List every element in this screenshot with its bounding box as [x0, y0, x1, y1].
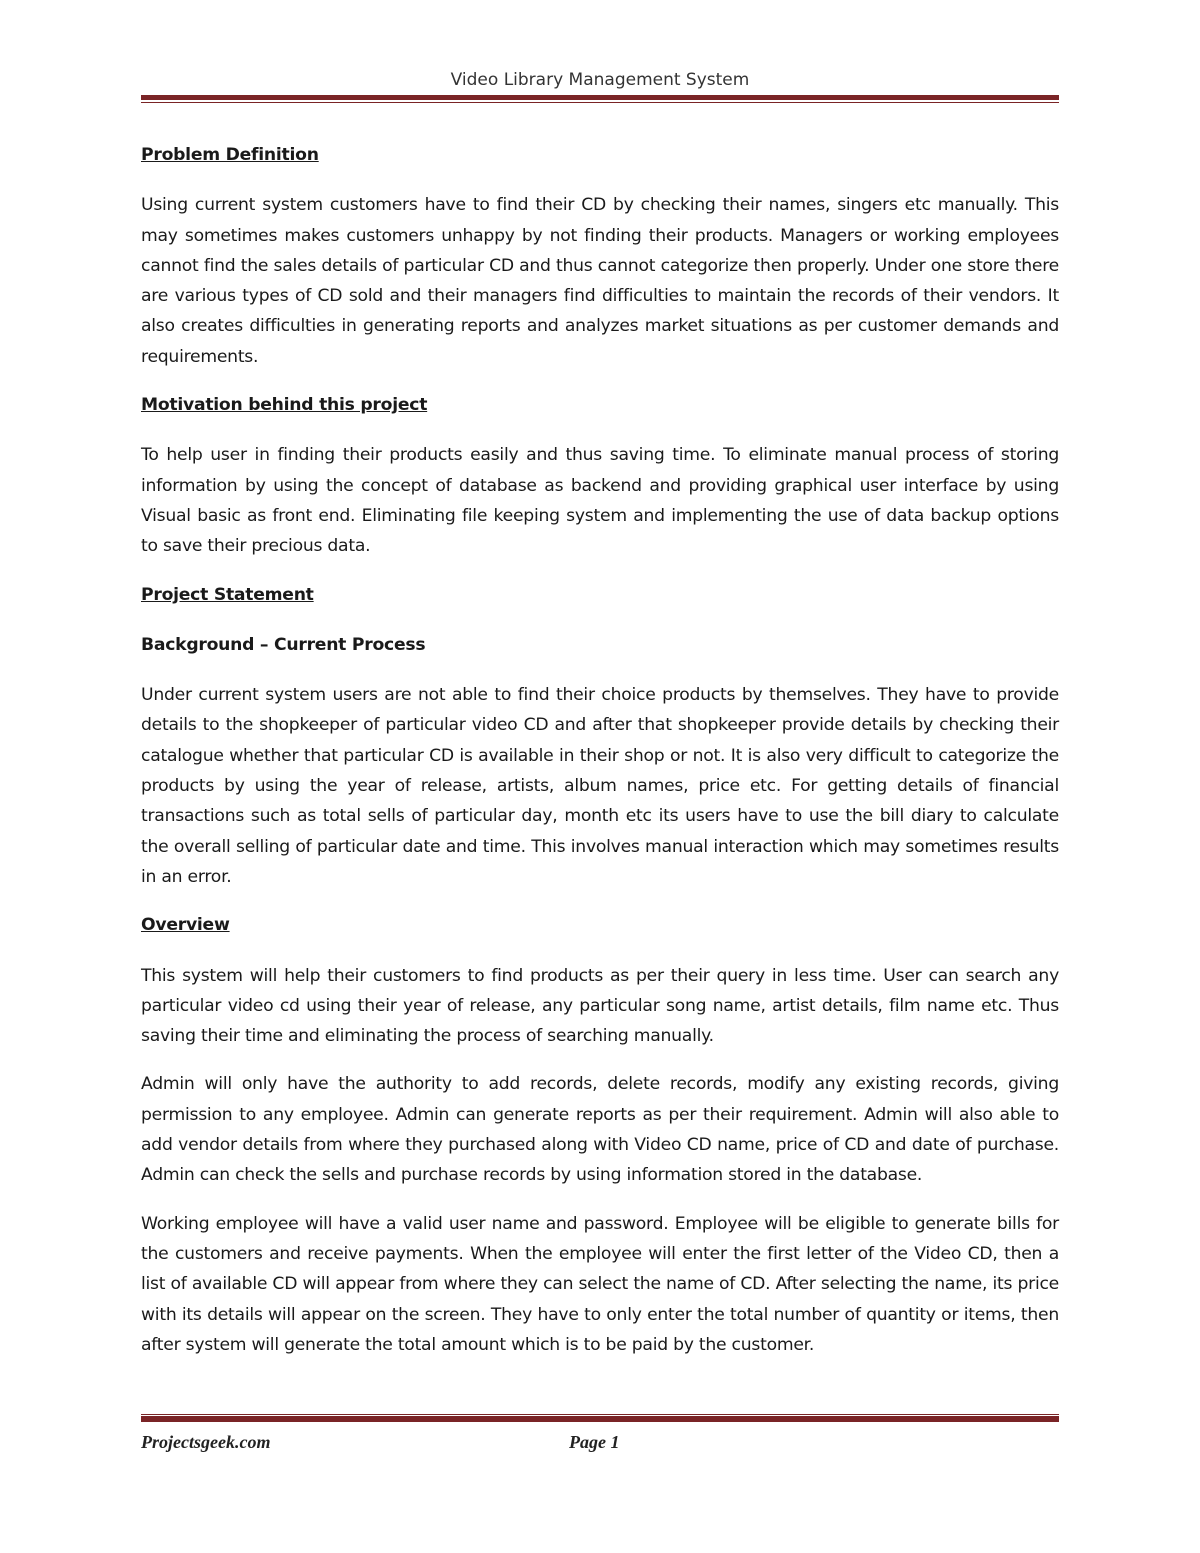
- overview-heading: Overview: [141, 915, 230, 936]
- motivation-heading: Motivation behind this project: [141, 395, 428, 416]
- overview-paragraph-1: This system will help their customers to find products as per their query in less time. User can search any particular video cd using their year of release, any particular song name, artist details, film name etc. Thus saving their time and eliminating the process of searching manually.: [141, 965, 1059, 1047]
- background-subheading: Background – Current Process: [141, 634, 426, 655]
- problem-definition-heading: Problem Definition: [141, 145, 319, 165]
- footer-site-name: Projectsgeek.com: [141, 1432, 271, 1452]
- header-rule-thick: [141, 95, 1059, 100]
- document-body: [141, 140, 1059, 1378]
- header-rule-thin: [141, 102, 1059, 103]
- overview-paragraph-2: Admin will only have the authority to add records, delete records, modify any existing records, giving permission to any employee. Admin can generate reports as per their requirement. Admin will also able to add vendor details from where they purchased along with Video CD name, price of CD and date of purchase. Admin can check the sells and purchase records by using information stored in the database.: [141, 1074, 1059, 1186]
- project-statement-heading: Project Statement: [141, 584, 314, 605]
- footer-rule-thick: [141, 1416, 1059, 1422]
- footer-page-number: Page 1: [569, 1432, 620, 1452]
- problem-definition-paragraph: Using current system customers have to find their CD by checking their names, singers etc manually. This may sometimes makes customers unhappy by not finding their products. Managers or working employees cannot find the sales details of particular CD and thus cannot categorize then properly. Under one store there are various types of CD sold and their managers find difficulties to maintain the records of their vendors. It also creates difficulties in generating reports and analyzes market situations as per customer demands and requirements.: [141, 195, 1059, 367]
- overview-paragraph-3: Working employee will have a valid user name and password. Employee will be eligible to generate bills for the customers and receive payments. When the employee will enter the first letter of the Video CD, then a list of available CD will appear from where they can select the name of CD. After selecting the name, its price with its details will appear on the screen. They have to only enter the total number of quantity or items, then after system will generate the total amount which is to be paid by the customer.: [141, 1213, 1059, 1355]
- background-paragraph: Under current system users are not able to find their choice products by themselves. They have to provide details to the shopkeeper of particular video CD and after that shopkeeper provide details by checking their catalogue whether that particular CD is available in their shop or not. It is also very difficult to categorize the products by using the year of release, artists, album names, price etc. For getting details of financial transactions such as total sells of particular day, month etc its users have to use the bill diary to calculate the overall selling of particular date and time. This involves manual interaction which may sometimes results in an error.: [141, 685, 1059, 887]
- footer-rule-thin: [141, 1414, 1059, 1415]
- page-header-title: Video Library Management System: [450, 70, 750, 90]
- motivation-paragraph: To help user in finding their products easily and thus saving time. To eliminate manual process of storing information by using the concept of database as backend and providing graphical user interface by using Visual basic as front end. Eliminating file keeping system and implementing the use of data backup options to save their precious data.: [141, 445, 1059, 557]
